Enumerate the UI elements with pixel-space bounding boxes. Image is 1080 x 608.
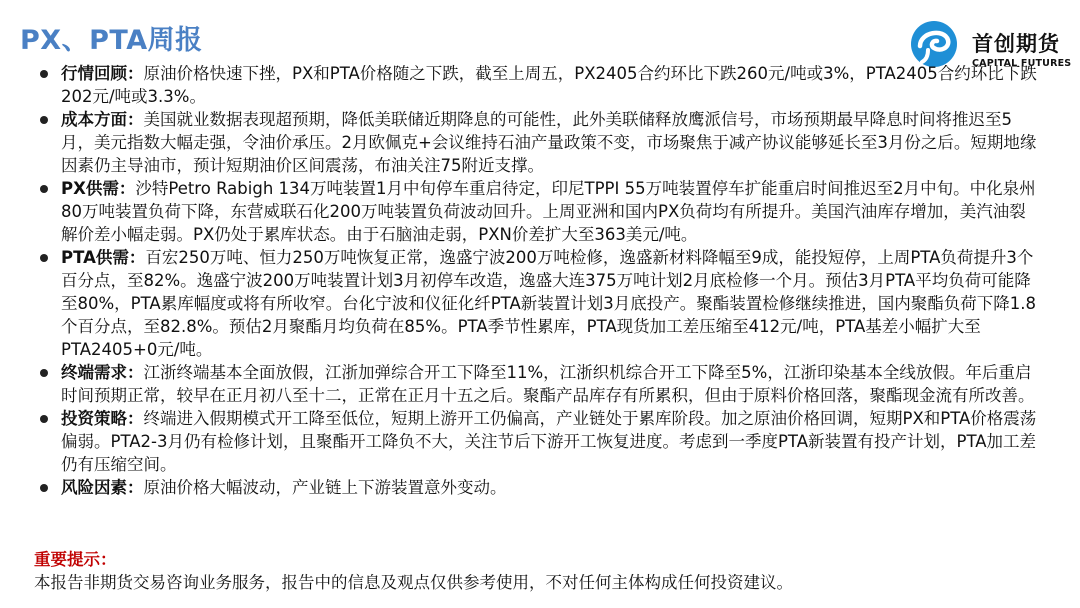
important-notice [34,548,1054,594]
notice-body: 本报告非期货交易咨询业务服务，报告中的信息及观点仅供参考使用，不对任何主体构成任何投资建议。 [34,573,793,592]
bullet-dot-icon [40,369,48,377]
bullet-terminal-demand [40,361,1040,407]
bullet-risk-factors [40,476,1040,499]
bullet-investment-strategy [40,407,1040,476]
bullet-label: 成本方面： [61,110,144,129]
bullet-dot-icon [40,254,48,262]
bullet-dot-icon [40,185,48,193]
bullet-list [40,62,1040,499]
bullet-text: 原油价格快速下挫，PX和PTA价格随之下跌，截至上周五，PX2405合约环比下跌260元/吨或3%，PTA2405合约环比下跌202元/吨或3.3%。 [61,64,1037,106]
bullet-label: 终端需求： [61,363,144,382]
bullet-label: 投资策略： [61,409,144,428]
bullet-px-supply-demand [40,177,1040,246]
page-title: PX、PTA周报 [20,25,203,56]
bullet-dot-icon [40,415,48,423]
bullet-pta-supply-demand [40,246,1040,361]
bullet-label: PX供需： [61,179,136,198]
bullet-label: PTA供需： [61,248,146,267]
bullet-dot-icon [40,116,48,124]
logo-name-en: CAPITAL FUTURES [972,58,1072,69]
bullet-text: 江浙终端基本全面放假，江浙加弹综合开工下降至11%，江浙织机综合开工下降至5%，江浙印染基本全线放假。年后重启时间预期正常，较早在正月初八至十二，正常在正月十五之后。聚酯产品库存有所累积，但由于原料价格回落，聚酯现金流有所改善。 [61,363,1035,405]
bullet-market-review [40,62,1040,108]
notice-heading: 重要提示： [34,550,117,569]
bullet-text: 原油价格大幅波动，产业链上下游装置意外变动。 [143,478,507,497]
bullet-label: 风险因素： [61,478,144,497]
bullet-label: 行情回顾： [61,64,144,83]
capital-futures-logo-icon [910,20,958,68]
bullet-text: 沙特Petro Rabigh 134万吨装置1月中旬停车重启待定，印尼TPPI 55万吨装置停车扩能重启时间推迟至2月中旬。中化泉州80万吨装置负荷下降，东营威联石化200万吨装置负荷波动回升。上周亚洲和国内PX负荷均有所提升。美国汽油库存增加，美汽油裂解价差小幅走弱。PX仍处于累库状态。由于石脑油走弱，PXN价差扩大至363美元/吨。 [61,179,1036,244]
bullet-cost [40,108,1040,177]
logo-name-cn: 首创期货 [972,32,1060,56]
bullet-dot-icon [40,484,48,492]
bullet-text: 美国就业数据表现超预期，降低美联储近期降息的可能性，此外美联储释放鹰派信号，市场预期最早降息时间将推迟至5月，美元指数大幅走强，令油价承压。2月欧佩克+会议维持石油产量政策不变，市场聚焦于减产协议能够延长至3月份之后。短期地缘因素仍主导油市，预计短期油价区间震荡，布油关注75附近支撑。 [61,110,1037,175]
bullet-text: 百宏250万吨、恒力250万吨恢复正常，逸盛宁波200万吨检修，逸盛新材料降幅至9成，能投短停，上周PTA负荷提升3个百分点，至82%。逸盛宁波200万吨装置计划3月初停车改造，逸盛大连375万吨计划2月底检修一个月。预估3月PTA平均负荷可能降至80%，PTA累库幅度或将有所收窄。台化宁波和仪征化纤PTA新装置计划3月底投产。聚酯装置检修继续推进，国内聚酯负荷下降1.8个百分点，至82.8%。预估2月聚酯月均负荷在85%。PTA季节性累库，PTA现货加工差压缩至412元/吨，PTA基差小幅扩大至PTA2405+0元/吨。 [61,248,1036,359]
bullet-dot-icon [40,70,48,78]
bullet-text: 终端进入假期模式开工降至低位，短期上游开工仍偏高，产业链处于累库阶段。加之原油价格回调，短期PX和PTA价格震荡偏弱。PTA2-3月仍有检修计划，且聚酯开工降负不大，关注节后下游开工恢复进度。考虑到一季度PTA新装置有投产计划，PTA加工差仍有压缩空间。 [61,409,1037,474]
